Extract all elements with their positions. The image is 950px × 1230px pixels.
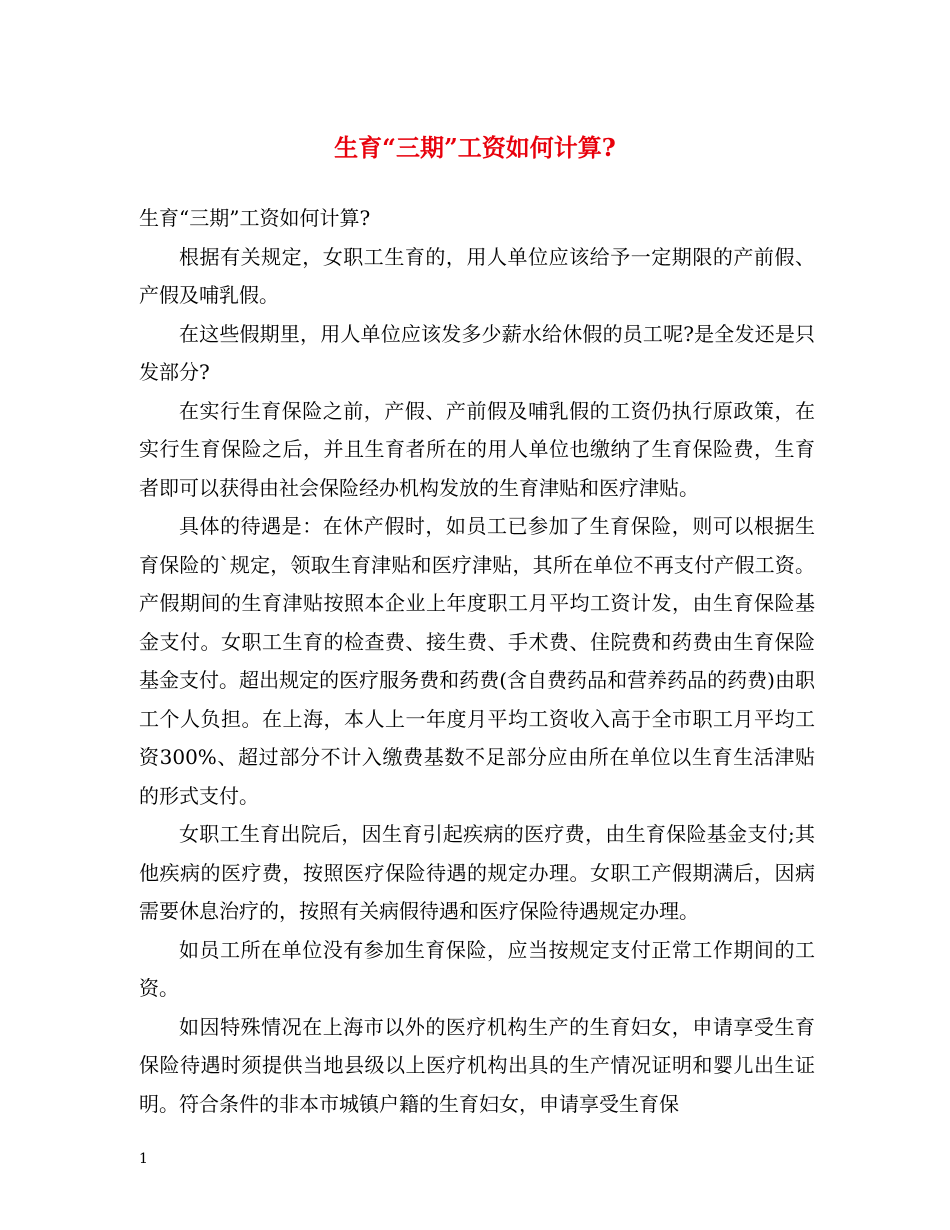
paragraph: 根据有关规定，女职工生育的，用人单位应该给予一定期限的产前假、产假及哺乳假。	[139, 244, 815, 307]
paragraph: 如员工所在单位没有参加生育保险，应当按规定支付正常工作期间的工资。	[139, 937, 815, 1000]
paragraph: 如因特殊情况在上海市以外的医疗机构生产的生育妇女，申请享受生育保险待遇时须提供当地县级以上医疗机构出具的生产情况证明和婴儿出生证明。符合条件的非本市城镇户籍的生育妇女，申请享受生育保	[139, 1014, 815, 1116]
paragraph-heading: 生育“三期”工资如何计算?	[139, 206, 371, 230]
paragraph: 女职工生育出院后，因生育引起疾病的医疗费，由生育保险基金支付;其他疾病的医疗费，按照医疗保险待遇的规定办理。女职工产假期满后，因病需要休息治疗的，按照有关病假待遇和医疗保险待遇规定办理。	[139, 822, 815, 923]
page-number: 1	[139, 1151, 148, 1167]
paragraph: 具体的待遇是：在休产假时，如员工已参加了生育保险，则可以根据生育保险的`规定，领取生育津贴和医疗津贴，其所在单位不再支付产假工资。产假期间的生育津贴按照本企业上年度职工月平均工资计发，由生育保险基金支付。女职工生育的检查费、接生费、手术费、住院费和药费由生育保险基金支付。超出规定的医疗服务费和药费(含自费药品和营养药品的药费)由职工个人负担。在上海，本人上一年度月平均工资收入高于全市职工月平均工资300%、超过部分不计入缴费基数不足部分应由所在单位以生育生活津贴的形式支付。	[139, 514, 815, 808]
document-title: 生育“三期”工资如何计算?	[334, 133, 616, 162]
paragraph: 在这些假期里，用人单位应该发多少薪水给休假的员工呢?是全发还是只发部分?	[139, 321, 815, 384]
document-body	[139, 199, 815, 1123]
paragraph: 在实行生育保险之前，产假、产前假及哺乳假的工资仍执行原政策，在实行生育保险之后，并且生育者所在的用人单位也缴纳了生育保险费，生育者即可以获得由社会保险经办机构发放的生育津贴和医疗津贴。	[139, 398, 815, 500]
